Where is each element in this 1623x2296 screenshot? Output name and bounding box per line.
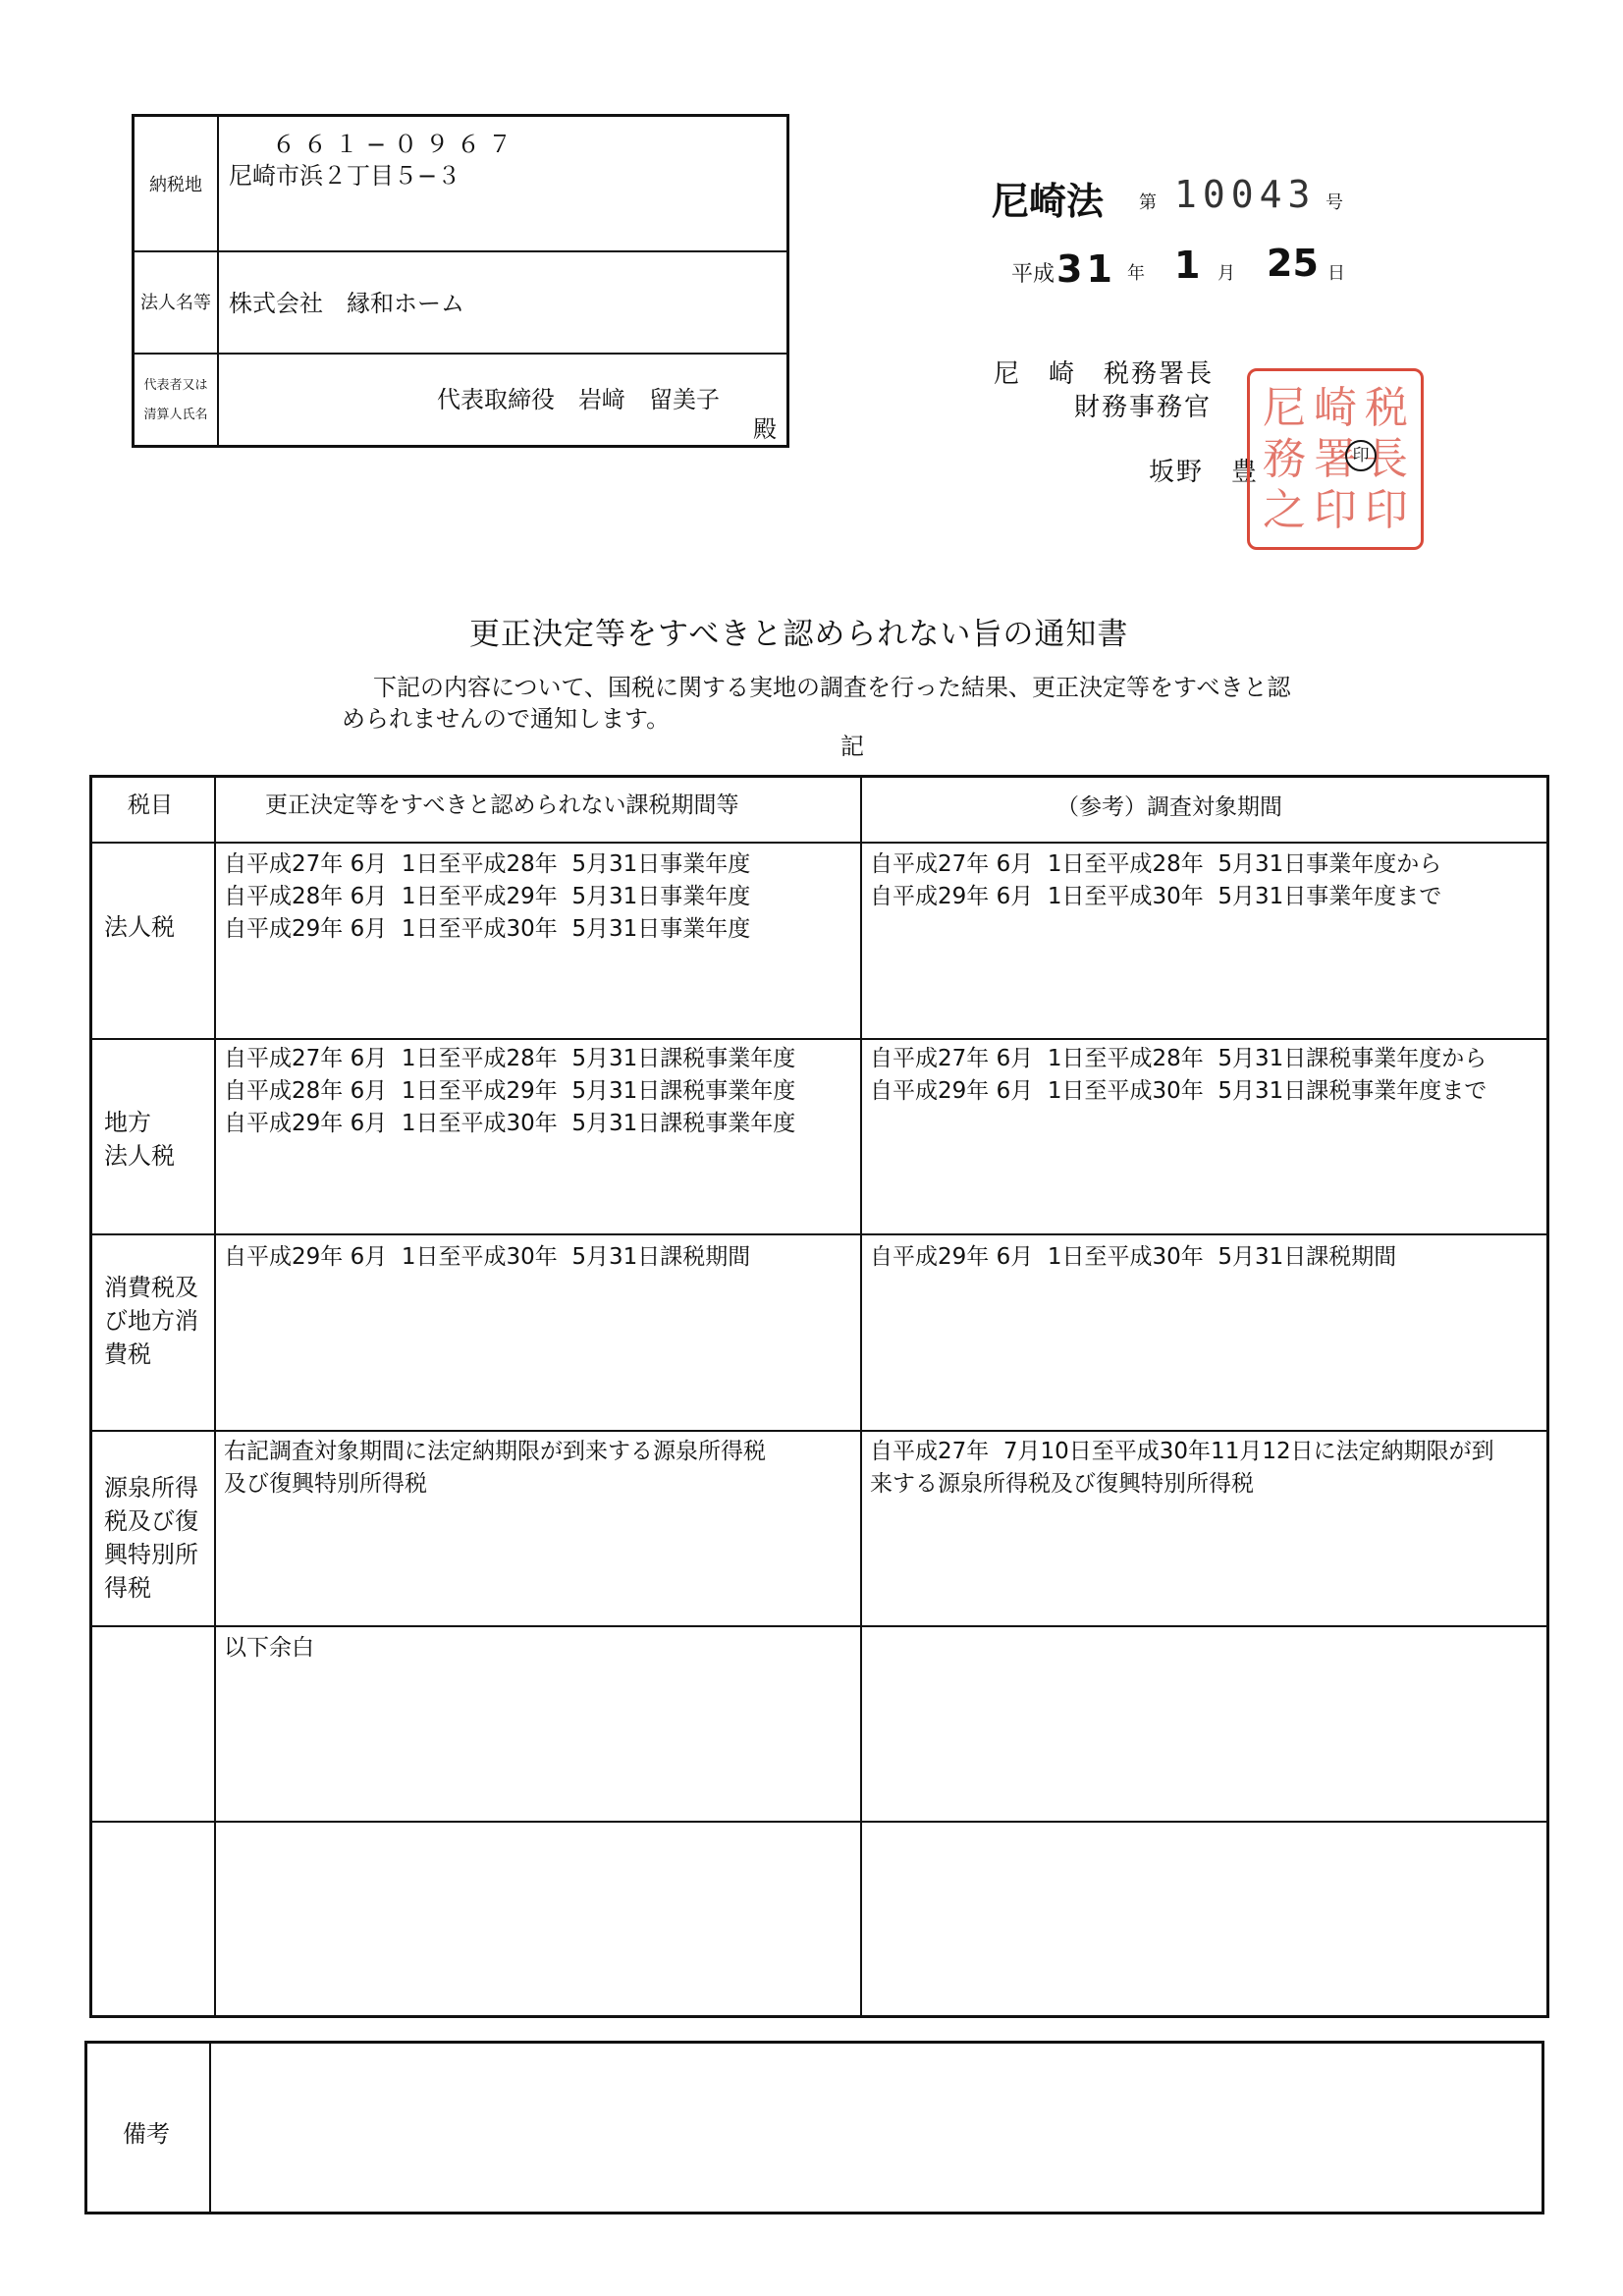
document-title: 更正決定等をすべきと認められない旨の通知書 [469,617,1129,652]
rep-label [135,353,219,448]
doc-number-go: 号 [1325,192,1343,213]
seal-char: 務 [1263,433,1306,484]
issuer-title: 財務事務官 [1074,393,1213,422]
seal-char: 印 [1314,484,1357,535]
address-row [135,117,786,252]
table-divider [92,1430,1546,1432]
tax-name: 消費税及 び地方消 費税 [104,1274,198,1368]
date-month: 1 [1174,244,1201,287]
table-divider [92,842,1546,844]
reference-cell: 自平成27年 7月10日至平成30年11月12日に法定納期限が到 来する源泉所得税及び復興特別所得税 [870,1439,1494,1497]
issuer-office: 尼 崎 税務署長 [994,359,1215,389]
seal-char: 税 [1365,382,1408,433]
seal-char: 尼 [1263,382,1306,433]
seal-char: 之 [1263,484,1306,535]
seal-mark-icon: 印 [1345,440,1377,471]
date-year: 31 [1056,247,1116,291]
seal-char: 署 [1314,433,1357,484]
date-day-unit: 日 [1327,263,1345,284]
table-divider [92,1233,1546,1235]
table-divider [92,1625,1546,1627]
ki-mark: 記 [840,733,864,760]
reference-cell: 自平成29年 6月 1日至平成30年 5月31日課税期間 [870,1244,1397,1270]
recipient-box [132,114,789,448]
table-divider [860,778,862,2015]
body-line-1: 下記の内容について、国税に関する実地の調査を行った結果、更正決定等をすべきと認 [373,674,1291,701]
corp-label: 法人名等 [135,250,219,353]
rep-row [135,353,786,448]
header-tax: 税目 [128,793,173,818]
period-cell: 自平成29年 6月 1日至平成30年 5月31日課税期間 [224,1244,751,1270]
doc-number-prefix: 尼崎法 [992,179,1105,223]
tax-name: 法人税 [104,913,175,941]
reference-cell: 自平成27年 6月 1日至平成28年 5月31日課税事業年度から 自平成29年 6月 1日至平成30年 5月31日課税事業年度まで [870,1046,1488,1104]
table-divider [92,1821,1546,1823]
tax-name: 地方 法人税 [104,1109,175,1170]
period-cell: 以下余白 [224,1635,314,1661]
corp-name: 株式会社 縁和ホーム [229,290,464,317]
header-reference: （参考）調査対象期間 [1056,794,1282,820]
doc-number-dai: 第 [1139,192,1157,213]
period-cell: 自平成27年 6月 1日至平成28年 5月31日課税事業年度 自平成28年 6月 1日至平成29年 5月31日課税事業年度 自平成29年 6月 1日至平成30年 5月31日課税事業年度 [224,1046,796,1136]
body-line-2: められませんので通知します。 [342,705,671,733]
address-label: 納税地 [135,117,219,250]
remarks-divider [209,2044,211,2212]
seal-char: 崎 [1314,382,1357,433]
remarks-box [84,2041,1544,2214]
address: 尼崎市浜２丁目５−３ [229,162,461,190]
tax-period-table [89,775,1549,2018]
rep-label-line1: 代表者又は [143,377,208,393]
date-day: 25 [1267,242,1319,285]
doc-number: 10043 [1174,173,1317,216]
period-cell: 自平成27年 6月 1日至平成28年 5月31日事業年度 自平成28年 6月 1日至平成29年 5月31日事業年度 自平成29年 6月 1日至平成30年 5月31日事業年度 [224,851,751,942]
rep-name: 代表取締役 岩﨑 留美子 [437,386,720,413]
date-era: 平成 [1011,262,1055,287]
honorific: 殿 [753,415,777,443]
date-month-unit: 月 [1217,263,1235,284]
postal-code: ６６１−０９６７ [272,131,520,158]
corp-row [135,250,786,355]
period-cell: 右記調査対象期間に法定納期限が到来する源泉所得税 及び復興特別所得税 [224,1439,766,1497]
reference-cell: 自平成27年 6月 1日至平成28年 5月31日事業年度から 自平成29年 6月 1日至平成30年 5月31日事業年度まで [870,851,1442,909]
remarks-label: 備考 [123,2120,170,2148]
table-divider [214,778,216,2015]
rep-label-line2: 清算人氏名 [143,407,208,422]
seal-char: 長 [1365,433,1408,484]
official-seal [1247,368,1424,550]
date-year-unit: 年 [1127,263,1145,284]
table-divider [92,1038,1546,1040]
tax-name: 源泉所得 税及び復 興特別所 得税 [104,1474,198,1602]
seal-char: 印 [1365,484,1408,535]
issuer-name: 坂野 豊 [1149,458,1260,487]
header-period: 更正決定等をすべきと認められない課税期間等 [265,793,739,818]
